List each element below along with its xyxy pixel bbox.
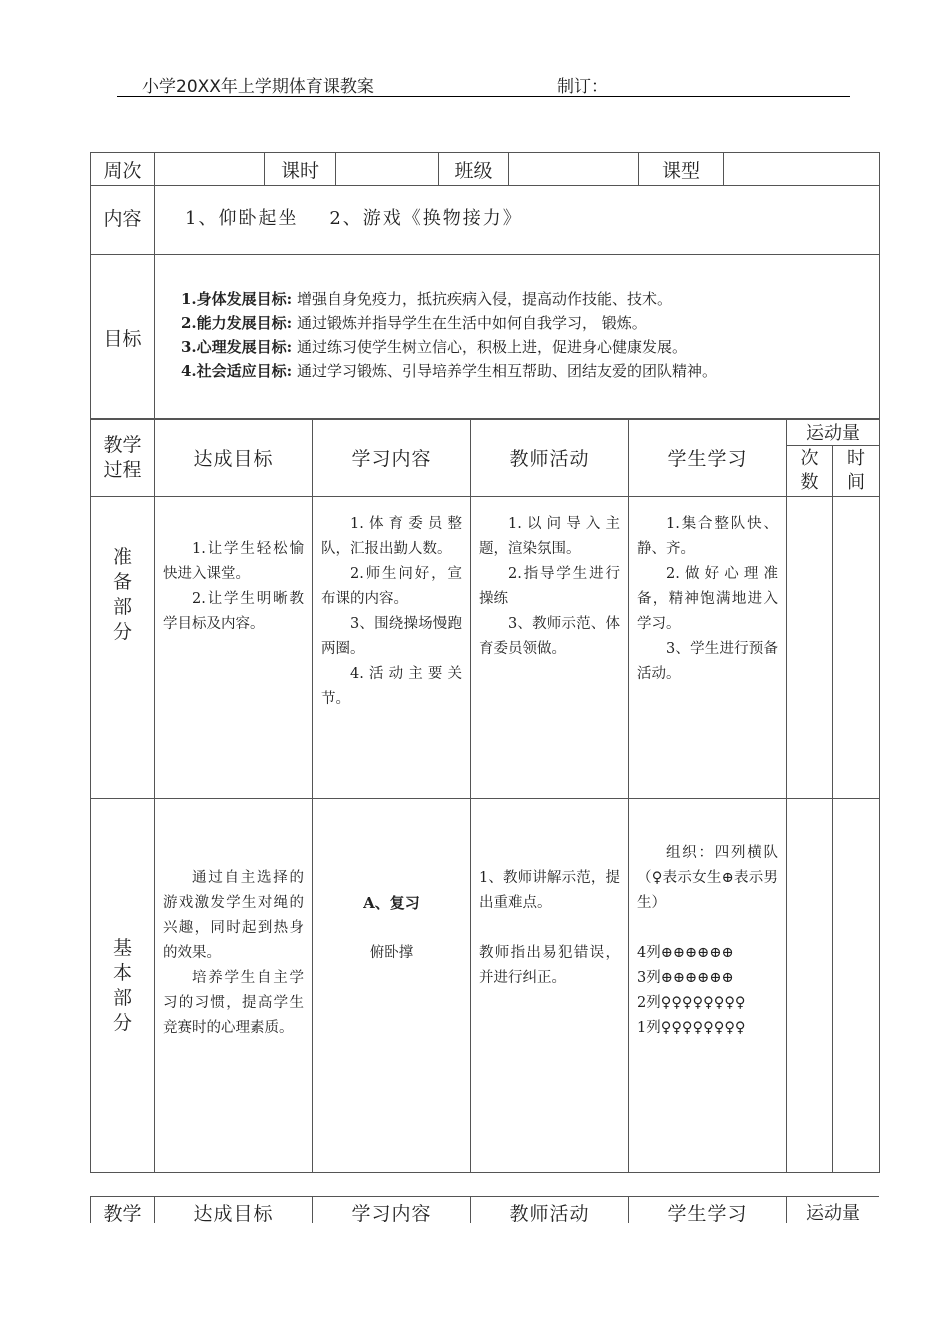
repeat-header-strip (90, 1196, 879, 1223)
basic-content-title: A、复习 (363, 894, 420, 912)
col-teacher: 教师活动 (471, 419, 629, 497)
repeat-header-table (90, 1196, 879, 1223)
class-label: 班级 (439, 153, 509, 186)
lesson-type-label: 课型 (639, 153, 724, 186)
class-value (509, 153, 639, 186)
prep-goal: 1.让学生轻松愉快进入课堂。 2.让学生明晰教学目标及内容。 (155, 497, 313, 799)
col-goal: 达成目标 (155, 419, 313, 497)
week-label: 周次 (91, 153, 155, 186)
content-text: 1、仰卧起坐 2、游戏《换物接力》 (155, 186, 880, 255)
formation-row-2: 2列♀♀♀♀♀♀♀♀ (637, 995, 746, 1011)
prep-content: 1.体育委员整队，汇报出勤人数。 2.师生问好，宣布课的内容。 3、围绕操场慢跑两圈。 4.活动主要关节。 (313, 497, 471, 799)
col-content: 学习内容 (313, 419, 471, 497)
basic-label: 基本部分 (91, 799, 155, 1173)
basic-teacher: 1、教师讲解示范，提出重难点。 教师指出易犯错误，并进行纠正。 (471, 799, 629, 1173)
lesson-type-value (724, 153, 880, 186)
col-student: 学生学习 (629, 419, 787, 497)
period-value (336, 153, 439, 186)
formation-row-3: 3列⊕⊕⊕⊕⊕⊕ (637, 970, 734, 986)
revised-label: 制订： (557, 77, 608, 97)
formation-row-1: 1列♀♀♀♀♀♀♀♀ (637, 1020, 746, 1036)
organization-text: 组织：四列横队（♀表示女生⊕表示男生） (637, 845, 778, 911)
basic-goal: 通过自主选择的游戏激发学生对绳的兴趣，同时起到热身的效果。 培养学生自主学习的习惯，提高学生竞赛时的心理素质。 (155, 799, 313, 1173)
goal-item-physical: 1.身体发展目标: 增强自身免疫力，抵抗疾病入侵，提高动作技能、技术。 (181, 290, 672, 308)
col-process: 教学过程 (91, 419, 155, 497)
repeat-teacher: 教师活动 (471, 1197, 629, 1224)
col-load: 运动量 (787, 419, 880, 446)
process-table (90, 418, 880, 1173)
repeat-load: 运动量 (787, 1197, 880, 1224)
col-duration: 时间 (833, 446, 880, 497)
prep-student: 1.集合整队快、静、齐。 2.做好心理准备，精神饱满地进入学习。 3、学生进行预备活动。 (629, 497, 787, 799)
basic-times (787, 799, 833, 1173)
repeat-goal: 达成目标 (155, 1197, 313, 1224)
page-header (117, 70, 850, 97)
col-times: 次数 (787, 446, 833, 497)
prep-times (787, 497, 833, 799)
goals-list (155, 255, 880, 420)
basic-content (313, 799, 471, 1173)
period-label: 课时 (265, 153, 336, 186)
lesson-info-table (90, 152, 880, 420)
week-value (155, 153, 265, 186)
content-label: 内容 (91, 186, 155, 255)
prep-duration (833, 497, 880, 799)
repeat-content: 学习内容 (313, 1197, 471, 1224)
prep-label: 准备部分 (91, 497, 155, 799)
goals-label: 目标 (91, 255, 155, 420)
prep-teacher: 1.以问导入主题，渲染氛围。 2.指导学生进行操练 3、教师示范、体育委员领做。 (471, 497, 629, 799)
goal-item-ability: 2.能力发展目标: 通过锻炼并指导学生在生活中如何自我学习， 锻炼。 (181, 314, 647, 332)
goal-item-mental: 3.心理发展目标: 通过练习使学生树立信心，积极上进，促进身心健康发展。 (181, 338, 687, 356)
formation-row-4: 4列⊕⊕⊕⊕⊕⊕ (637, 945, 734, 961)
repeat-process: 教学 (91, 1197, 155, 1224)
repeat-student: 学生学习 (629, 1197, 787, 1224)
basic-duration (833, 799, 880, 1173)
document-title: 小学20XX年上学期体育课教案 (142, 77, 374, 97)
basic-student (629, 799, 787, 1173)
goal-item-social: 4.社会适应目标: 通过学习锻炼、引导培养学生相互帮助、团结友爱的团队精神。 (181, 362, 717, 380)
basic-content-item: 俯卧撑 (369, 945, 414, 961)
